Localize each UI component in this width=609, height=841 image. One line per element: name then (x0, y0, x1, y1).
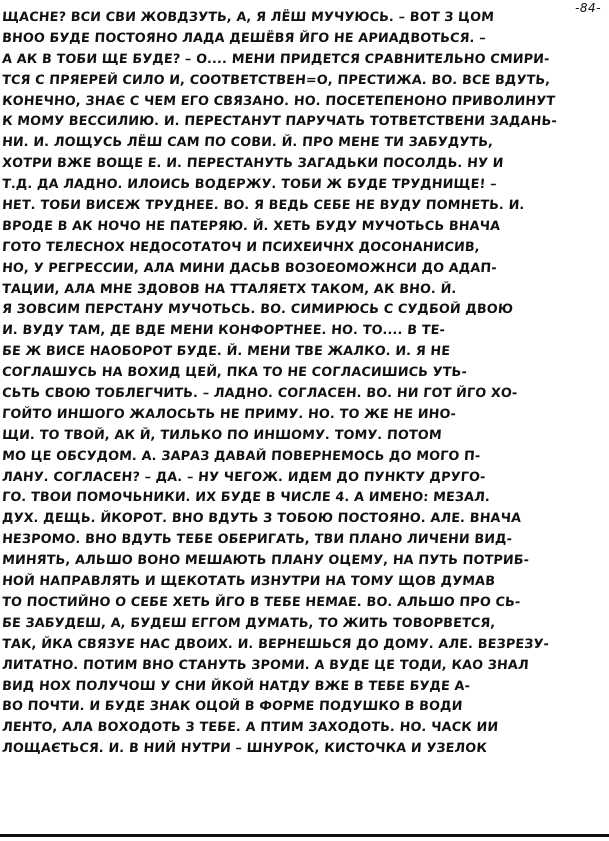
handwritten-text-block (2, 8, 606, 760)
text-line-17: БЕ Ж ВИСЕ НАОБОРОТ БУДЕ. Й. МЕНИ ТВЕ ЖАЛКО. И. Я НЕ (1, 344, 451, 360)
text-line-01: ЩАСНЕ? ВСИ СВИ ЖОВДЗУТЬ, А, Я ЛЁШ МУЧУЮСЬ. – ВОТ З ЦОМ (1, 10, 495, 25)
text-line-19: СЬТЬ СВОЮ ТОБЛЕГЧИТЬ. – ЛАДНО. СОГЛАСЕН. ВО. НИ ГОТ ЙГО ХО- (1, 386, 518, 402)
text-line-10: НЕТ. ТОБИ ВИСЕЖ ТРУДНЕЕ. ВО. Я ВЕДЬ СЕБЕ НЕ ВУДУ ПОМНЕТЬ. И. (1, 198, 526, 214)
text-line-27: МИНЯТЬ, АЛЬШО ВОНО МЕШАЮТЬ ПЛАНУ ОЦЕМУ, НА ПУТЬ ПОТРИБ- (1, 553, 530, 569)
text-line-15: Я ЗОВСИМ ПЕРСТАНУ МУЧОТЬСЬ. ВО. СИМИРЮСЬ С СУДБОЙ ДВОЮ (1, 302, 514, 318)
text-line-03: А АК В ТОБИ ЩЕ БУДЕ? – О.... МЕНИ ПРИДЕТСЯ СРАВНИТЕЛЬНО СМИРИ- (1, 51, 550, 67)
text-line-09: Т.Д. ДА ЛАДНО. ИЛОИСЬ ВОДЕРЖУ. ТОБИ Ж БУДЕ ТРУДНИЩЕ! – (1, 177, 498, 193)
text-line-18: СОГЛАШУСЬ НА ВОХИД ЦЕЙ, ПКА ТО НЕ СОГЛАСИШИСЬ УТЬ- (1, 365, 468, 381)
text-line-25: ДУХ. ДЕЩЬ. ЙКОРОТ. ВНО ВДУТЬ З ТОБОЮ ПОСТОЯНО. АЛЕ. ВНАЧА (1, 511, 522, 527)
text-line-04: ТСЯ С ПРЯЕРЕЙ СИЛО И, СООТВЕТСТВЕН=О, ПРЕСТИЖА. ВО. ВСЕ ВДУТЬ, (1, 72, 551, 88)
text-line-05: КОНЕЧНО, ЗНАЄ С ЧЕМ ЕГО СВЯЗАНО. НО. ПОСЕТЕПЕНОНО ПРИВОЛИНУТ (1, 93, 556, 109)
text-line-32: ЛИТАТНО. ПОТИМ ВНО СТАНУТЬ ЗРОМИ. А ВУДЕ ЦЕ ТОДИ, КАО ЗНАЛ (1, 657, 530, 673)
text-line-30: БЕ ЗАБУДЕШ, А, БУДЕШ ЕГГОМ ДУМАТЬ, ТО ЖИТЬ ТОВОРВЕТСЯ, (1, 615, 496, 631)
text-line-23: ЛАНУ. СОГЛАСЕН? – ДА. – НУ ЧЕГОЖ. ИДЕМ ДО ПУНКТУ ДРУГО- (1, 469, 486, 485)
page-bottom-border (0, 834, 609, 837)
text-line-26: НЕЗРОМО. ВНО ВДУТЬ ТЕБЕ ОБЕРИГАТЬ, ТВИ ПЛАНО ЛИЧЕНИ ВИД- (1, 532, 513, 548)
text-line-29: ТО ПОСТИЙНО О СЕБЕ ХЕТЬ ЙГО В ТЕБЕ НЕМАЕ. ВО. АЛЬШО ПРО СЬ- (1, 594, 521, 610)
text-line-21: ЩИ. ТО ТВОЙ, АК Й, ТИЛЬКО ПО ИНШОМУ. ТОМУ. ПОТОМ (1, 427, 443, 443)
text-line-20: ГОЙТО ИНШОГО ЖАЛОСЬТЬ НЕ ПРИМУ. НО. ТО ЖЕ НЕ ИНО- (1, 406, 457, 422)
text-line-08: ХОТРИ ВЖЕ ВОЩЕ Е. И. ПЕРЕСТАНУТЬ ЗАГАДЬКИ ПОСОЛДЬ. НУ И (1, 156, 504, 172)
text-line-12: ГОТО ТЕЛЕСНОХ НЕДОСОТАТОЧ И ПСИХЕИЧНХ ДОСОНАНИСИВ, (1, 239, 481, 255)
text-line-16: И. ВУДУ ТАМ, ДЕ ВДЕ МЕНИ КОНФОРТНЕЕ. НО. ТО.... В ТЕ- (1, 323, 446, 339)
page-number: -84- (575, 1, 601, 15)
text-line-34: ВО ПОЧТИ. И БУДЕ ЗНАК ОЦОЙ В ФОРМЕ ПОДУШКО В ВОДИ (1, 699, 464, 715)
text-line-07: НИ. И. ЛОЩУСЬ ЛЁШ САМ ПО СОВИ. Й. ПРО МЕНЕ ТИ ЗАБУДУТЬ, (1, 135, 494, 151)
text-line-11: ВРОДЕ В АК НОЧО НЕ ПАТЕРЯЮ. Й. ХЕТЬ БУДУ МУЧОТЬСЬ ВНАЧА (1, 218, 501, 234)
text-line-33: ВИД НОХ ПОЛУЧОШ У СНИ ЙКОЙ НАТДУ ВЖЕ В ТЕБЕ БУДЕ А- (1, 678, 471, 694)
text-line-24: ГО. ТВОИ ПОМОЧЬНИКИ. ИХ БУДЕ В ЧИСЛЕ 4. А ИМЕНО: МЕЗАЛ. (1, 490, 491, 506)
text-line-06: К МОМУ ВЕССИЛИЮ. И. ПЕРЕСТАНУТ ПАРУЧАТЬ ТОТВЕТСТВЕНИ ЗАДАНЬ- (1, 114, 558, 130)
text-line-31: ТАК, ЙКА СВЯЗУЕ НАС ДВОИХ. И. ВЕРНЕШЬСЯ ДО ДОМУ. АЛЕ. ВЕЗРЕЗУ- (1, 636, 550, 652)
text-line-35: ЛЕНТО, АЛА ВОХОДОТЬ З ТЕБЕ. А ПТИМ ЗАХОДОТЬ. НО. ЧАСК ИИ (1, 720, 499, 736)
text-line-22: МО ЦЕ ОБСУДОМ. А. ЗАРАЗ ДАВАЙ ПОВЕРНЕМОСЬ ДО МОГО П- (1, 448, 481, 464)
text-line-28: НОЙ НАПРАВЛЯТЬ И ЩЕКОТАТЬ ИЗНУТРИ НА ТОМУ ЩОВ ДУМАВ (1, 574, 496, 590)
text-line-02: ВНОО БУДЕ ПОСТОЯНО ЛАДА ДЕШЁВЯ ЙГО НЕ АРИАДВОТЬСЯ. – (1, 30, 487, 46)
text-line-13: НО, У РЕГРЕССИИ, АЛА МИНИ ДАСЬВ ВОЗОЕОМОЖНСИ ДО АДАП- (1, 260, 498, 276)
text-line-14: ТАЦИИ, АЛА МНЕ ЗДОВОВ НА ТТАЛЯЕТХ ТАКОМ, АК ВНО. Й. (1, 281, 458, 297)
text-line-36: ЛОЩАЄТЬСЯ. И. В НИЙ НУТРИ – ШНУРОК, КИСТОЧКА И УЗЕЛОК (1, 741, 488, 757)
